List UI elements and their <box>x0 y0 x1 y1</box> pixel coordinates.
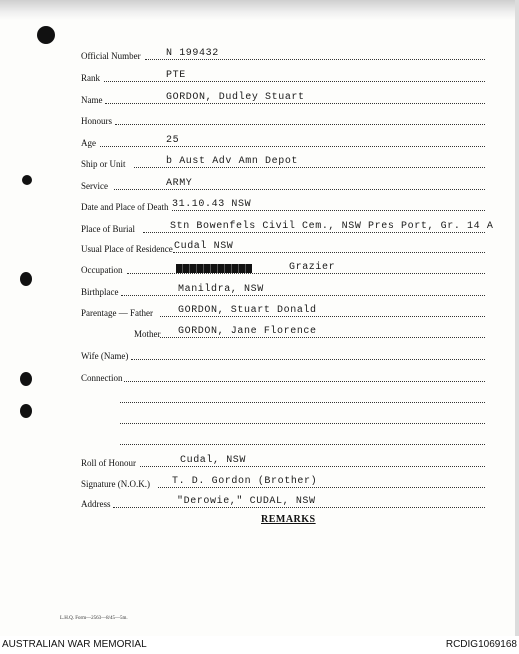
value-occupation: Grazier <box>289 262 336 273</box>
field-rank <box>0 70 519 86</box>
value-ship-or-unit: b Aust Adv Amn Depot <box>166 156 299 167</box>
dotted-line <box>104 81 485 82</box>
label-usual-residence: Usual Place of Residence <box>81 244 173 254</box>
field-official-number <box>0 48 519 64</box>
label-connection: Connection <box>81 373 123 383</box>
value-service: ARMY <box>166 178 193 189</box>
label-date-place-death: Date and Place of Death <box>81 202 169 212</box>
field-connection <box>0 370 519 386</box>
connection-extra-line <box>0 391 519 407</box>
scan-top-edge <box>0 0 519 20</box>
field-date-place-death <box>0 199 519 215</box>
connection-extra-line <box>0 433 519 449</box>
label-address: Address <box>81 499 111 509</box>
value-place-of-burial: Stn Bowenfels Civil Cem., NSW Pres Port, Gr. 14 A <box>170 221 494 232</box>
dotted-line <box>120 423 485 424</box>
value-parentage-mother: GORDON, Jane Florence <box>178 326 317 337</box>
value-official-number: N 199432 <box>166 48 219 59</box>
label-age: Age <box>81 138 96 148</box>
field-wife <box>0 348 519 364</box>
field-parentage-father <box>0 305 519 321</box>
value-age: 25 <box>166 135 180 146</box>
field-address <box>0 496 519 512</box>
label-birthplace: Birthplace <box>81 287 119 297</box>
field-parentage-mother <box>0 326 519 342</box>
field-place-of-burial <box>0 221 519 237</box>
field-honours <box>0 113 519 129</box>
value-usual-residence: Cudal NSW <box>174 241 234 252</box>
label-parentage-father: Parentage — Father <box>81 308 153 318</box>
label-parentage-mother: Mother <box>134 329 161 339</box>
field-roll-of-honour <box>0 455 519 471</box>
connection-extra-line <box>0 412 519 428</box>
archive-footer <box>0 636 519 654</box>
dotted-line <box>131 359 485 360</box>
value-name: GORDON, Dudley Stuart <box>166 92 305 103</box>
label-honours: Honours <box>81 116 112 126</box>
form-identifier: L.H.Q. Form—2563—8/45—5m. <box>60 616 128 621</box>
field-service <box>0 178 519 194</box>
struck-out-occupation <box>176 264 252 273</box>
field-occupation <box>0 262 519 278</box>
field-usual-residence <box>0 241 519 257</box>
label-official-number: Official Number <box>81 51 141 61</box>
label-service: Service <box>81 181 108 191</box>
label-ship-or-unit: Ship or Unit <box>81 159 126 169</box>
punch-hole-top <box>37 26 55 44</box>
dotted-line <box>121 295 485 296</box>
field-ship-or-unit <box>0 156 519 172</box>
value-signature-nok: T. D. Gordon (Brother) <box>172 476 318 487</box>
dotted-line <box>115 124 485 125</box>
label-wife: Wife (Name) <box>81 351 129 361</box>
dotted-line <box>120 402 485 403</box>
dotted-line <box>124 381 485 382</box>
label-signature-nok: Signature (N.O.K.) <box>81 479 150 489</box>
field-signature-nok <box>0 476 519 492</box>
footer-institution: AUSTRALIAN WAR MEMORIAL <box>2 639 147 650</box>
label-roll-of-honour: Roll of Honour <box>81 458 136 468</box>
dotted-line <box>120 444 485 445</box>
field-name <box>0 92 519 108</box>
footer-record-id: RCDIG1069168 <box>445 639 517 650</box>
dotted-line <box>100 146 485 147</box>
value-birthplace: Manildra, NSW <box>178 284 264 295</box>
label-name: Name <box>81 95 103 105</box>
value-parentage-father: GORDON, Stuart Donald <box>178 305 317 316</box>
label-place-of-burial: Place of Burial <box>81 224 135 234</box>
value-date-place-death: 31.10.43 NSW <box>172 199 252 210</box>
value-roll-of-honour: Cudal, NSW <box>180 455 247 466</box>
remarks-heading: REMARKS <box>261 514 316 525</box>
field-age <box>0 135 519 151</box>
label-occupation: Occupation <box>81 265 123 275</box>
field-birthplace <box>0 284 519 300</box>
label-rank: Rank <box>81 73 100 83</box>
value-rank: PTE <box>166 70 186 81</box>
value-address: "Derowie," CUDAL, NSW <box>177 496 316 507</box>
